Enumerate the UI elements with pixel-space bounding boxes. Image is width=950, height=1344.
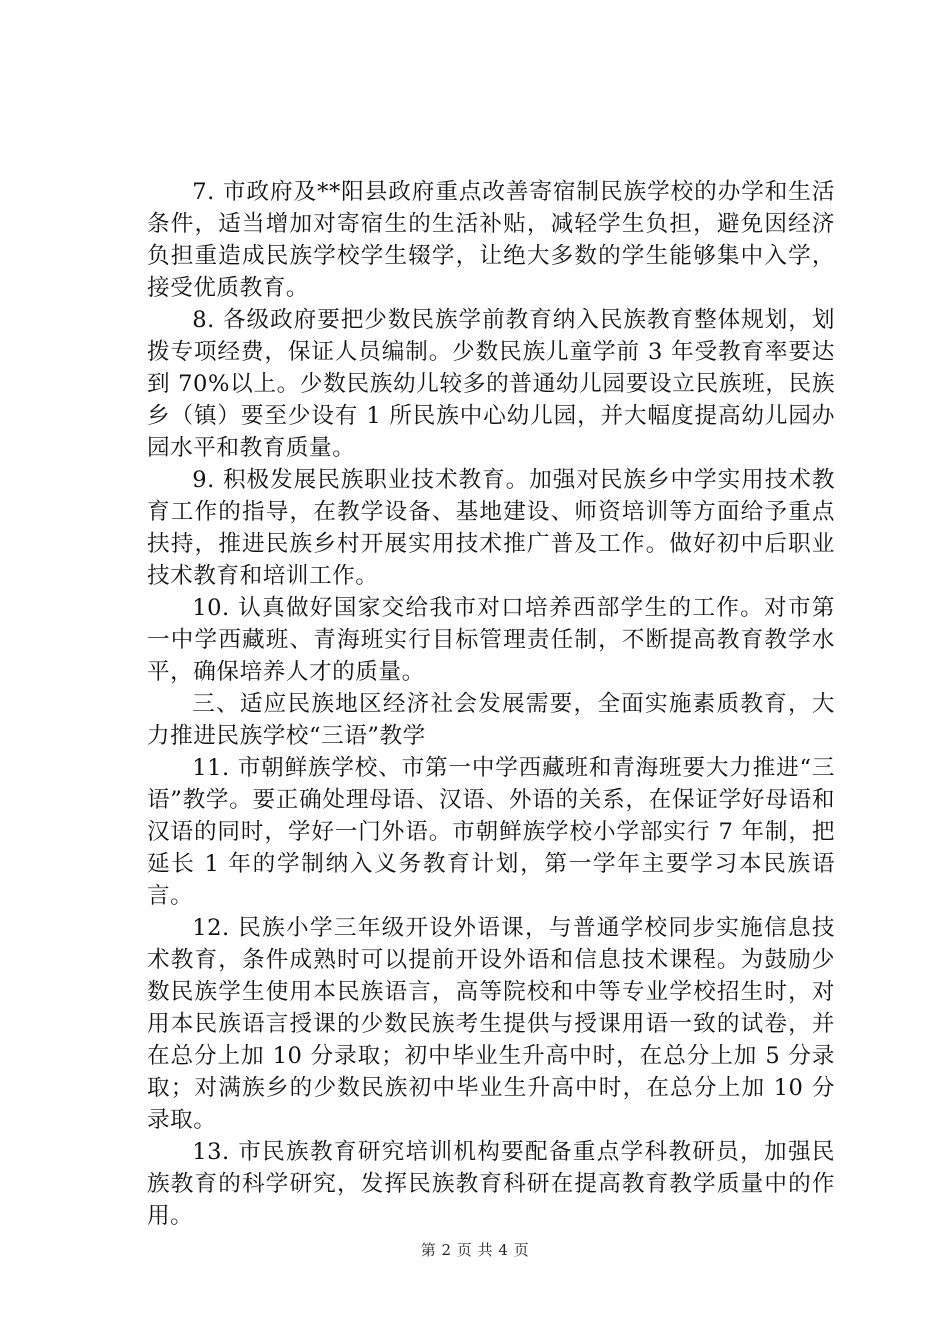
paragraph-13: 13. 市民族教育研究培训机构要配备重点学科教研员，加强民族教育的科学研究，发挥民族教育科研在提高教育教学质量中的作用。 — [147, 1139, 835, 1229]
page-number-footer: 第 2 页 共 4 页 — [420, 1241, 530, 1259]
paragraph-7: 7. 市政府及**阳县政府重点改善寄宿制民族学校的办学和生活条件，适当增加对寄宿生的生活补贴，减轻学生负担，避免因经济负担重造成民族学校学生辍学，让绝大多数的学生能够集中入学，接受优质教育。 — [147, 179, 835, 301]
section-heading-3: 三、适应民族地区经济社会发展需要，全面实施素质教育，大力推进民族学校“三语”教学 — [147, 691, 835, 749]
paragraph-9: 9. 积极发展民族职业技术教育。加强对民族乡中学实用技术教育工作的指导，在教学设备、基地建设、师资培训等方面给予重点扶持，推进民族乡村开展实用技术推广普及工作。做好初中后职业技术教育和培训工作。 — [147, 467, 835, 589]
paragraph-11: 11. 市朝鲜族学校、市第一中学西藏班和青海班要大力推进“三语”教学。要正确处理母语、汉语、外语的关系，在保证学好母语和汉语的同时，学好一门外语。市朝鲜族学校小学部实行 7 年制，把延长 1 年的学制纳入义务教育计划，第一学年主要学习本民族语言。 — [147, 755, 835, 909]
paragraph-8: 8. 各级政府要把少数民族学前教育纳入民族教育整体规划，划拨专项经费，保证人员编制。少数民族儿童学前 3 年受教育率要达到 70%以上。少数民族幼儿较多的普通幼儿园要设立民族班，民族乡（镇）要至少设有 1 所民族中心幼儿园，并大幅度提高幼儿园办园水平和教育质量。 — [147, 307, 835, 461]
paragraph-12: 12. 民族小学三年级开设外语课，与普通学校同步实施信息技术教育，条件成熟时可以提前开设外语和信息技术课程。为鼓励少数民族学生使用本民族语言，高等院校和中等专业学校招生时，对用本民族语言授课的少数民族考生提供与授课用语一致的试卷，并在总分上加 10 分录取；初中毕业生升高中时，在总分上加 5 分录取；对满族乡的少数民族初中毕业生升高中时，在总分上加 10 分录取。 — [147, 915, 835, 1133]
document-body — [147, 176, 835, 1232]
paragraph-10: 10. 认真做好国家交给我市对口培养西部学生的工作。对市第一中学西藏班、青海班实行目标管理责任制，不断提高教育教学水平，确保培养人才的质量。 — [147, 595, 835, 685]
